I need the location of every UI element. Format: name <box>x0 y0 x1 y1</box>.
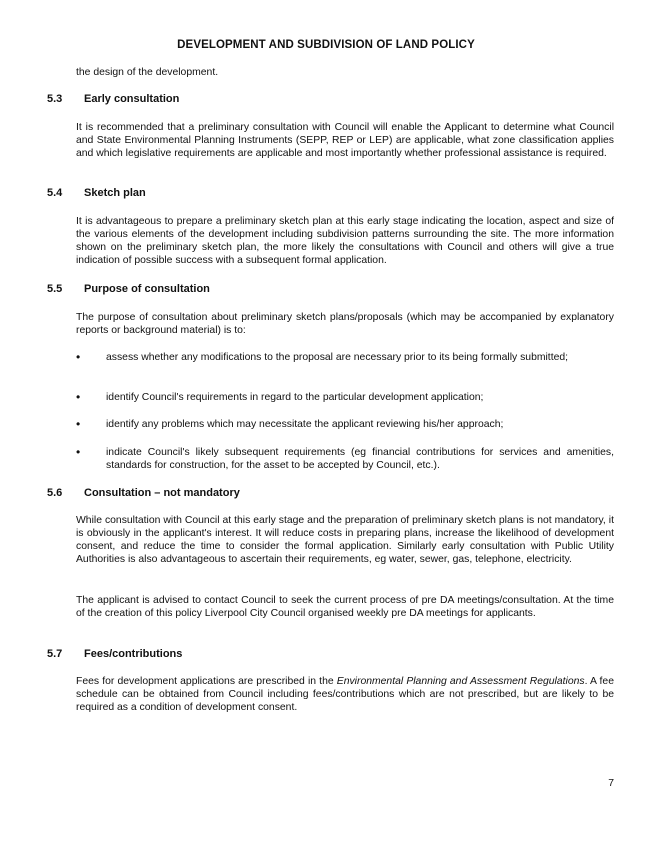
section-5-3-paragraph: It is recommended that a preliminary consultation with Council will enable the Applicant to determine what Council and State Environmental Planning Instruments (SEPP, REP or LEP) are applicable, what zone classification applies and which legislative requirements are applicable and most importantly whether professional assistance is required. <box>76 122 614 159</box>
bullet-marker: • <box>76 445 81 459</box>
bullet-item: assess whether any modifications to the proposal are necessary prior to its being formally submitted; <box>106 352 569 363</box>
section-5-7-paragraph <box>76 675 614 714</box>
section-5-5-heading: Purpose of consultation <box>84 283 210 295</box>
section-5-3-number: 5.3 <box>47 93 63 105</box>
section-5-3-heading: Early consultation <box>84 93 180 105</box>
section-5-6-heading: Consultation – not mandatory <box>84 487 240 499</box>
section-5-7-number: 5.7 <box>47 648 63 660</box>
bullet-marker: • <box>76 390 81 404</box>
section-5-6-paragraph-2: The applicant is advised to contact Council to seek the current process of pre DA meetings/consultation. At the time of the creation of this policy Liverpool City Council organised weekly pre DA meetings for applicants. <box>76 595 614 619</box>
continuation-text: the design of the development. <box>76 67 219 78</box>
page-number: 7 <box>608 778 614 789</box>
bullet-marker: • <box>76 417 81 431</box>
section-5-7-text-a: Fees for development applications are prescribed in the <box>76 676 337 687</box>
section-5-4-heading: Sketch plan <box>84 187 146 199</box>
section-5-5-intro: The purpose of consultation about preliminary sketch plans/proposals (which may be accompanied by explanatory reports or background material) is to: <box>76 312 614 336</box>
bullet-marker: • <box>76 350 81 364</box>
section-5-4-number: 5.4 <box>47 187 63 199</box>
section-5-6-number: 5.6 <box>47 487 63 499</box>
bullet-item: identify Council's requirements in regard to the particular development application; <box>106 392 484 403</box>
bullet-item: identify any problems which may necessitate the applicant reviewing his/her approach; <box>106 419 504 430</box>
section-5-6-paragraph-1: While consultation with Council at this early stage and the preparation of preliminary sketch plans is not mandatory, it is obviously in the applicant's interest. It will reduce costs in preparing plans, increase the likelihood of development consent, and reduce the time to consider the formal application. Similarly early consultation with Public Utility Authorities is also advantageous to ascertain their requirements, eg water, sewer, gas, telephone, electricity. <box>76 515 614 565</box>
regulation-title: Environmental Planning and Assessment Regulations <box>336 676 585 687</box>
section-5-4-paragraph: It is advantageous to prepare a preliminary sketch plan at this early stage indicating the location, aspect and size of the various elements of the development including subdivision patterns surrounding the site. The more information shown on the preliminary sketch plan, the more likely the consultations with Council and others will give a true indication of possible success with a subsequent formal application. <box>76 216 614 266</box>
document-header: DEVELOPMENT AND SUBDIVISION OF LAND POLICY <box>177 39 475 51</box>
bullet-item: indicate Council's likely subsequent requirements (eg financial contributions for services and amenities, standards for construction, for the asset to be accepted by Council, etc.). <box>106 447 614 471</box>
section-5-5-number: 5.5 <box>47 283 63 295</box>
section-5-7-heading: Fees/contributions <box>84 648 183 660</box>
section-5-7-text-b: . A fee schedule can be obtained from Council including fees/contributions which are not prescribed, but are likely to be required as a condition of development consent. <box>76 676 614 713</box>
